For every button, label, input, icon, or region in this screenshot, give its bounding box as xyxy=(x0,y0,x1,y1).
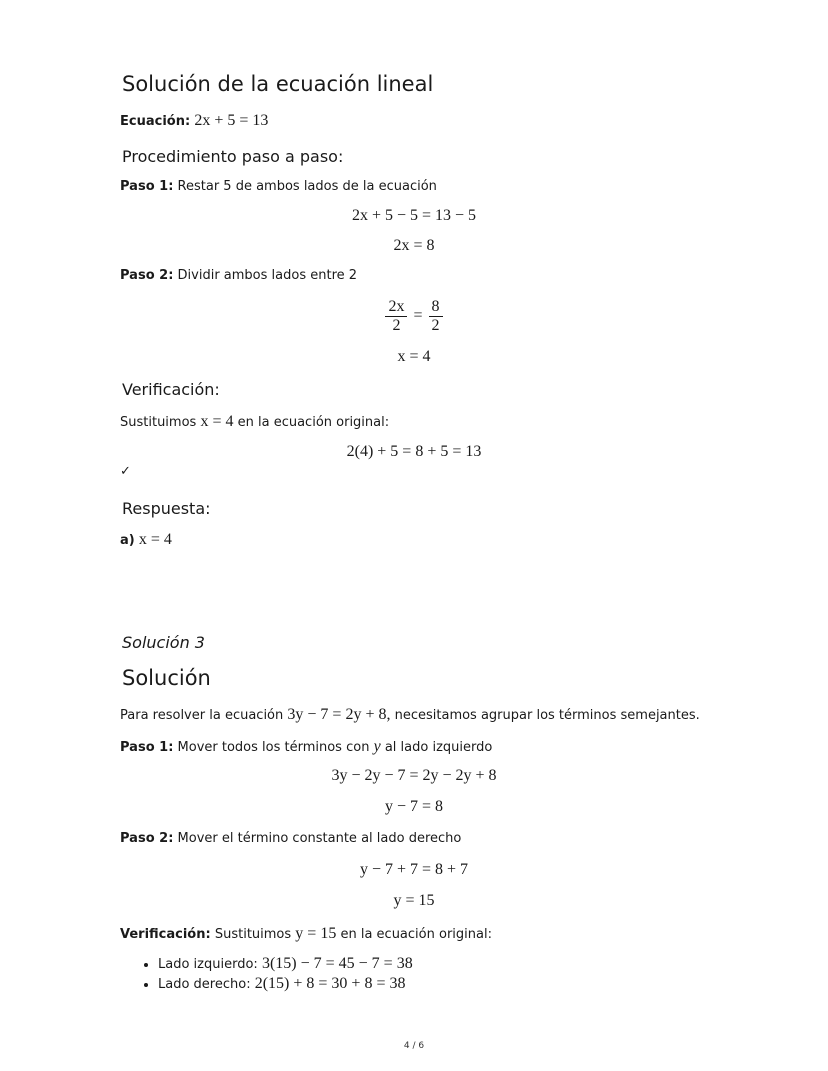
intro-text-b: necesitamos agrupar los términos semejantes. xyxy=(394,708,700,723)
step2-math-2: x = 4 xyxy=(397,348,431,365)
s2-step2-math-2: y = 15 xyxy=(393,892,435,909)
bullet-math: 2(15) + 8 = 30 + 8 = 38 xyxy=(254,975,406,992)
list-item xyxy=(158,954,413,974)
s2-step1-math-2: y − 7 = 8 xyxy=(384,798,444,815)
equation-line xyxy=(120,112,268,130)
step2-line xyxy=(120,268,357,283)
verification-heading: Verificación: xyxy=(122,380,220,399)
s2-step2-line xyxy=(120,831,461,846)
step2-label: Paso 2: xyxy=(120,268,174,283)
s2-verification-text-b: en la ecuación original: xyxy=(340,927,492,942)
answer-line xyxy=(120,531,172,549)
step1-math-1: 2x + 5 − 5 = 13 − 5 xyxy=(351,207,477,224)
bullet-label: Lado izquierdo: xyxy=(158,957,258,972)
s2-step1-text-b: al lado izquierdo xyxy=(384,740,493,755)
fraction-right xyxy=(429,298,443,335)
s2-step2-label: Paso 2: xyxy=(120,831,174,846)
answer-heading: Respuesta: xyxy=(122,499,211,518)
verification-math: 2(4) + 5 = 8 + 5 = 13 xyxy=(346,443,482,460)
fraction-right-denominator: 2 xyxy=(431,317,440,334)
fraction-left xyxy=(385,298,407,335)
section-title: Solución de la ecuación lineal xyxy=(122,72,434,96)
procedure-heading: Procedimiento paso a paso: xyxy=(122,147,344,166)
intro-math: 3y − 7 = 2y + 8, xyxy=(287,706,391,723)
step1-text: Restar 5 de ambos lados de la ecuación xyxy=(177,179,437,194)
fraction-equals: = xyxy=(413,307,423,325)
s2-step1-var: y xyxy=(373,738,381,755)
answer-value: x = 4 xyxy=(138,531,172,548)
intro-line xyxy=(120,706,700,724)
equation-math: 2x + 5 = 13 xyxy=(194,112,269,129)
fraction-left-denominator: 2 xyxy=(392,317,401,334)
s2-step1-label: Paso 1: xyxy=(120,740,174,755)
s2-step1-line xyxy=(120,738,492,756)
fraction-left-numerator: 2x xyxy=(385,298,407,317)
solution-number: Solución 3 xyxy=(122,633,205,652)
equation-label: Ecuación: xyxy=(120,114,191,129)
s2-step2-math-1: y − 7 + 7 = 8 + 7 xyxy=(359,861,469,878)
s2-step2-text: Mover el término constante al lado derecho xyxy=(177,831,462,846)
page-number: 4 / 6 xyxy=(403,1041,425,1051)
verification-text-b: en la ecuación original: xyxy=(237,415,390,430)
verification-text-a: Sustituimos xyxy=(120,415,197,430)
verification-line xyxy=(120,413,389,431)
solution-title: Solución xyxy=(122,666,211,690)
fraction-equation xyxy=(0,298,828,335)
step1-label: Paso 1: xyxy=(120,179,174,194)
verification-inline-math: x = 4 xyxy=(200,413,234,430)
bullet-math: 3(15) − 7 = 45 − 7 = 38 xyxy=(261,955,413,972)
step1-math-2: 2x = 8 xyxy=(393,237,435,254)
step2-text: Dividir ambos lados entre 2 xyxy=(177,268,358,283)
s2-step1-text-a: Mover todos los términos con xyxy=(177,740,370,755)
s2-step1-math-1: 3y − 2y − 7 = 2y − 2y + 8 xyxy=(331,767,497,784)
s2-verification-text-a: Sustituimos xyxy=(214,927,292,942)
answer-label: a) xyxy=(120,533,135,548)
s2-verification-label: Verificación: xyxy=(120,927,211,942)
checkmark-icon: ✓ xyxy=(120,464,131,479)
step1-line xyxy=(120,179,437,194)
s2-verification-line xyxy=(120,925,492,943)
fraction-right-numerator: 8 xyxy=(429,298,443,317)
verification-list xyxy=(140,954,413,994)
intro-text-a: Para resolver la ecuación xyxy=(120,708,284,723)
list-item xyxy=(158,974,413,994)
s2-verification-inline: y = 15 xyxy=(295,925,337,942)
bullet-label: Lado derecho: xyxy=(158,977,251,992)
